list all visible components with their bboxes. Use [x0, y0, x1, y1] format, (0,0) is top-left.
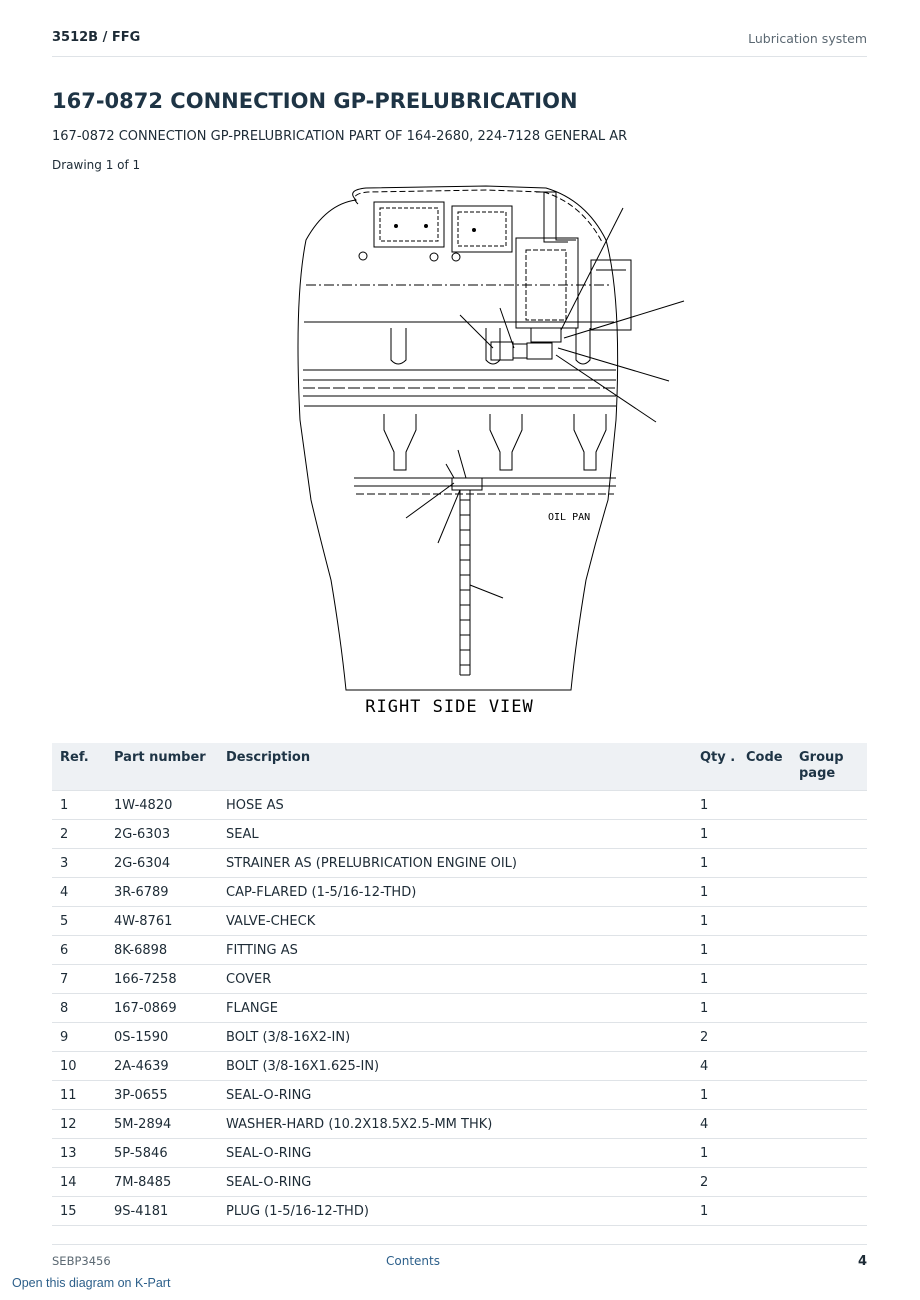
model-label: 3512B / FFG [52, 30, 141, 45]
plug [452, 253, 460, 261]
cell-qty: 2 [692, 1168, 738, 1197]
cell-ref: 10 [52, 1052, 106, 1081]
cell-qty: 4 [692, 1052, 738, 1081]
cell-group-page [791, 791, 867, 820]
engine-outline-dashed [355, 190, 602, 242]
cell-group-page [791, 1052, 867, 1081]
cell-group-page [791, 936, 867, 965]
leader-line [446, 464, 454, 478]
cell-part-number: 1W-4820 [106, 791, 218, 820]
leader-line [438, 490, 460, 543]
engine-outline [298, 186, 618, 690]
bolt-head [395, 225, 398, 228]
cell-qty: 1 [692, 994, 738, 1023]
cell-qty: 1 [692, 791, 738, 820]
cell-code [738, 1023, 791, 1052]
contents-link[interactable]: Contents [386, 1254, 440, 1268]
cell-code [738, 1168, 791, 1197]
cell-part-number: 4W-8761 [106, 907, 218, 936]
parts-table-body [52, 791, 867, 1226]
pickup [384, 414, 416, 470]
table-row [52, 907, 867, 936]
cell-description: HOSE AS [218, 791, 692, 820]
view-caption: RIGHT SIDE VIEW [365, 697, 534, 717]
table-header-row [52, 743, 867, 791]
table-row [52, 936, 867, 965]
cell-qty: 1 [692, 849, 738, 878]
cell-qty: 4 [692, 1110, 738, 1139]
cell-description: STRAINER AS (PRELUBRICATION ENGINE OIL) [218, 849, 692, 878]
page-header [52, 28, 867, 57]
header-code: Code [738, 743, 791, 791]
table-row [52, 820, 867, 849]
page [52, 0, 867, 1300]
leader-line [561, 208, 623, 330]
cell-code [738, 1052, 791, 1081]
cell-code [738, 907, 791, 936]
bay [486, 328, 500, 364]
cell-group-page [791, 1168, 867, 1197]
cell-part-number: 2G-6304 [106, 849, 218, 878]
cell-group-page [791, 878, 867, 907]
cell-ref: 12 [52, 1110, 106, 1139]
valve-check [513, 344, 527, 358]
parts-table [52, 743, 867, 1226]
cell-description: PLUG (1-5/16-12-THD) [218, 1197, 692, 1226]
cell-ref: 13 [52, 1139, 106, 1168]
header-description: Description [218, 743, 692, 791]
cell-qty: 1 [692, 878, 738, 907]
cell-code [738, 849, 791, 878]
cell-qty: 1 [692, 936, 738, 965]
cell-part-number: 2G-6303 [106, 820, 218, 849]
cell-qty: 1 [692, 1197, 738, 1226]
cover-panel-left [374, 202, 444, 247]
leader-line [460, 315, 493, 348]
cell-qty: 1 [692, 907, 738, 936]
cell-ref: 8 [52, 994, 106, 1023]
cell-group-page [791, 907, 867, 936]
cell-qty: 1 [692, 1081, 738, 1110]
cover-panel-left-inner [380, 208, 438, 241]
fitting [491, 342, 513, 360]
plug [430, 253, 438, 261]
table-row [52, 849, 867, 878]
cell-part-number: 7M-8485 [106, 1168, 218, 1197]
cell-group-page [791, 1081, 867, 1110]
flange [531, 328, 561, 342]
cell-description: CAP-FLARED (1-5/16-12-THD) [218, 878, 692, 907]
leader-line [556, 355, 656, 422]
cell-qty: 1 [692, 820, 738, 849]
bolt-head [425, 225, 428, 228]
cell-group-page [791, 965, 867, 994]
cell-part-number: 3P-0655 [106, 1081, 218, 1110]
cell-description: FLANGE [218, 994, 692, 1023]
cell-description: SEAL-O-RING [218, 1139, 692, 1168]
cell-ref: 1 [52, 791, 106, 820]
cell-description: VALVE-CHECK [218, 907, 692, 936]
leader-line [558, 348, 669, 381]
engine-drawing [286, 180, 686, 725]
cell-group-page [791, 849, 867, 878]
cover-panel-center-inner [458, 212, 506, 246]
cell-ref: 11 [52, 1081, 106, 1110]
cell-ref: 4 [52, 878, 106, 907]
cell-code [738, 1139, 791, 1168]
cover-panel-center [452, 206, 512, 252]
cell-description: BOLT (3/8-16X1.625-IN) [218, 1052, 692, 1081]
leader-line [458, 450, 466, 478]
cell-ref: 6 [52, 936, 106, 965]
table-row [52, 1023, 867, 1052]
cell-ref: 15 [52, 1197, 106, 1226]
cell-part-number: 8K-6898 [106, 936, 218, 965]
table-row [52, 1197, 867, 1226]
parts-diagram [286, 180, 686, 725]
cell-group-page [791, 1110, 867, 1139]
cell-description: BOLT (3/8-16X2-IN) [218, 1023, 692, 1052]
cell-qty: 1 [692, 965, 738, 994]
cell-part-number: 2A-4639 [106, 1052, 218, 1081]
drawing-label: Drawing 1 of 1 [52, 158, 141, 172]
cell-group-page [791, 1023, 867, 1052]
section-label: Lubrication system [748, 31, 867, 46]
page-number: 4 [857, 1254, 867, 1269]
table-row [52, 1081, 867, 1110]
table-row [52, 1168, 867, 1197]
cell-qty: 2 [692, 1023, 738, 1052]
cell-part-number: 3R-6789 [106, 878, 218, 907]
cell-code [738, 994, 791, 1023]
cell-part-number: 9S-4181 [106, 1197, 218, 1226]
leader-line [470, 585, 503, 598]
cell-part-number: 5P-5846 [106, 1139, 218, 1168]
cap-flared [527, 343, 552, 359]
cell-part-number: 166-7258 [106, 965, 218, 994]
cell-ref: 3 [52, 849, 106, 878]
cell-description: SEAL-O-RING [218, 1168, 692, 1197]
cell-description: FITTING AS [218, 936, 692, 965]
strainer-cover [452, 478, 482, 490]
pickup [490, 414, 522, 470]
plug [359, 252, 367, 260]
oil-pan-label: OIL PAN [548, 512, 591, 523]
cell-code [738, 1081, 791, 1110]
cell-group-page [791, 1197, 867, 1226]
header-ref: Ref. [52, 743, 106, 791]
cell-code [738, 791, 791, 820]
cell-code [738, 820, 791, 849]
page-title: 167-0872 CONNECTION GP-PRELUBRICATION [52, 89, 578, 113]
cell-code [738, 878, 791, 907]
cell-description: WASHER-HARD (10.2X18.5X2.5-MM THK) [218, 1110, 692, 1139]
cell-qty: 1 [692, 1139, 738, 1168]
cell-ref: 14 [52, 1168, 106, 1197]
cell-code [738, 965, 791, 994]
cell-description: SEAL-O-RING [218, 1081, 692, 1110]
cell-ref: 5 [52, 907, 106, 936]
page-subtitle: 167-0872 CONNECTION GP-PRELUBRICATION PART OF 164-2680, 224-7128 GENERAL AR [52, 129, 628, 144]
table-row [52, 1139, 867, 1168]
table-row [52, 994, 867, 1023]
cell-ref: 2 [52, 820, 106, 849]
bay [391, 328, 406, 364]
cell-group-page [791, 820, 867, 849]
cell-code [738, 1110, 791, 1139]
cell-group-page [791, 1139, 867, 1168]
table-row [52, 791, 867, 820]
leader-line [406, 483, 454, 518]
cell-description: COVER [218, 965, 692, 994]
cell-group-page [791, 994, 867, 1023]
kpart-diagram-link[interactable]: Open this diagram on K-Part [12, 1276, 171, 1290]
cell-part-number: 0S-1590 [106, 1023, 218, 1052]
cell-ref: 7 [52, 965, 106, 994]
cell-ref: 9 [52, 1023, 106, 1052]
leader-line [564, 301, 684, 338]
cell-part-number: 5M-2894 [106, 1110, 218, 1139]
cell-part-number: 167-0869 [106, 994, 218, 1023]
header-group-page: Group page [791, 743, 867, 791]
page-footer [52, 1244, 867, 1275]
bolt-head [473, 229, 476, 232]
header-qty: Qty . [692, 743, 738, 791]
pickup [574, 414, 606, 470]
document-id: SEBP3456 [52, 1254, 111, 1268]
table-row [52, 1110, 867, 1139]
cell-code [738, 1197, 791, 1226]
header-part-number: Part number [106, 743, 218, 791]
table-row [52, 878, 867, 907]
table-row [52, 1052, 867, 1081]
cell-description: SEAL [218, 820, 692, 849]
table-row [52, 965, 867, 994]
cell-code [738, 936, 791, 965]
